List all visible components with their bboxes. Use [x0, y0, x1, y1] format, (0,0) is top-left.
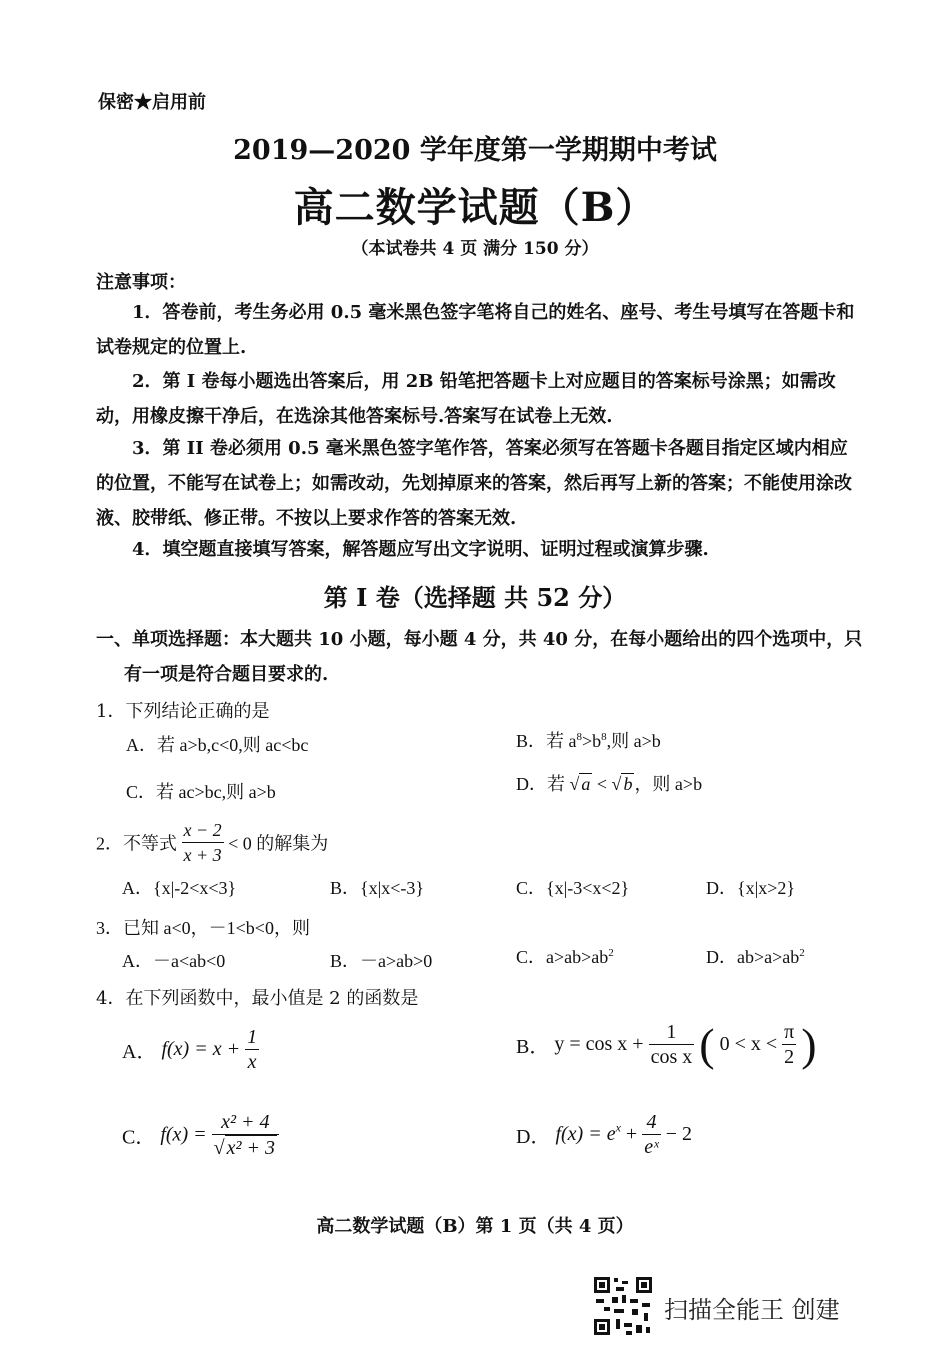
question-1-option-c: C．若 ac>bc,则 a>b [126, 782, 276, 802]
q3d-sup: 2 [799, 947, 805, 959]
page-footer: 高二数学试题（B）第 1 页（共 4 页） [316, 1216, 634, 1237]
q4c-radicand: x² + 3 [226, 1137, 275, 1159]
notice-item-4: 4．填空题直接填写答案，解答题应写出文字说明、证明过程或演算步骤. [132, 539, 709, 560]
qr-code-icon [592, 1275, 654, 1337]
question-1-option-b [516, 727, 661, 753]
q4d-fraction [642, 1110, 661, 1159]
q4d-denominator: eˣ [644, 1136, 659, 1158]
q4b-pi: π [784, 1021, 795, 1043]
question-4-option-c [122, 1110, 279, 1160]
section-title: 第 I 卷（选择题 共 52 分） [323, 583, 627, 612]
question-4-option-a [122, 1025, 259, 1074]
q4b-expression: y = cos x + [554, 1033, 644, 1055]
exam-year-title: 2019—2020 学年度第一学期期中考试 [233, 135, 717, 166]
question-3-option-d [706, 943, 805, 969]
q4b-condition-fraction [782, 1020, 796, 1069]
q2-fraction [182, 818, 224, 867]
q4d-post: − 2 [665, 1123, 693, 1145]
q4d-numerator: 4 [642, 1110, 661, 1135]
q2-numerator: x − 2 [182, 818, 224, 843]
q4a-fraction [245, 1025, 259, 1074]
q4d-plus: + [620, 1123, 638, 1145]
q2-denominator: x + 3 [183, 845, 222, 865]
sqrt-icon: √ [213, 1137, 225, 1159]
q1b-mid: >b [582, 731, 602, 751]
question-1-option-a: A．若 a>b,c<0,则 ac<bc [126, 735, 309, 755]
question-3-option-b: B．－a>ab>0 [330, 951, 433, 971]
scanner-watermark: 扫描全能王 创建 [664, 1296, 840, 1324]
question-2-option-c: C．{x|-3<x<2} [516, 878, 630, 898]
q2-stem-pre: 2．不等式 [96, 833, 177, 854]
instructions-line-1: 一、单项选择题：本大题共 10 小题，每小题 4 分，共 40 分，在每小题给出的四个选项中，只 [96, 629, 863, 650]
q4b-condition: 0 < x < [719, 1033, 778, 1055]
q1d-lt: < [596, 774, 608, 794]
q4a-denominator: x [247, 1051, 257, 1073]
question-1-stem: 1．下列结论正确的是 [96, 701, 270, 722]
q4a-expression: f(x) = x + [161, 1038, 241, 1060]
q1d-radicand-b: b [623, 774, 633, 794]
q1b-sup2: 8 [601, 731, 607, 743]
q1b-sup1: 8 [576, 731, 582, 743]
page-title: 高二数学试题（B） [293, 184, 657, 231]
question-2-option-a: A．{x|-2<x<3} [122, 878, 237, 898]
q4b-two: 2 [784, 1046, 795, 1068]
q4c-expression: f(x) = [160, 1123, 207, 1146]
q1b-post: ,则 a>b [606, 731, 661, 751]
question-4-option-d [516, 1110, 692, 1159]
q4c-label: C． [122, 1126, 156, 1149]
q4b-fraction [649, 1020, 695, 1069]
page-subtitle: （本试卷共 4 页 满分 150 分） [351, 239, 599, 259]
q4d-expression: f(x) = e [555, 1123, 616, 1145]
notice-item-1: 1．答卷前，考生务必用 0.5 毫米黑色签字笔将自己的姓名、座号、考生号填写在答题卡和试卷规定的位置上. [96, 302, 855, 358]
question-2-option-d: D．{x|x>2} [706, 878, 796, 898]
confidential-label: 保密★启用前 [98, 92, 206, 113]
q4b-label: B． [516, 1036, 550, 1058]
q1d-post: ，则 a>b [634, 774, 703, 794]
q4c-numerator: x² + 4 [212, 1110, 279, 1135]
q1b-text: B．若 a [516, 731, 577, 751]
notice-item-3: 3．第 II 卷必须用 0.5 毫米黑色签字笔作答，答案必须写在答题卡各题目指定区域内相应的位置，不能写在试卷上；如需改动，先划掉原来的答案，然后再写上新的答案；不能使用涂改液、胶带纸、修正带。不按以上要求作答的答案无效. [96, 438, 852, 529]
question-3-stem: 3．已知 a<0，－1<b<0，则 [96, 918, 310, 938]
left-paren-icon: ( [699, 1019, 715, 1070]
section-instructions [96, 622, 866, 692]
sqrt-icon: √ [611, 774, 622, 794]
question-4-stem: 4．在下列函数中，最小值是 2 的函数是 [96, 988, 419, 1009]
q4d-label: D． [516, 1126, 551, 1148]
q3d-text: D．ab>a>ab [706, 947, 800, 967]
question-2-option-b: B．{x|x<-3} [330, 878, 425, 898]
question-2-stem [96, 818, 328, 867]
question-4-option-b [516, 1018, 817, 1071]
q4c-denominator [212, 1135, 279, 1160]
q3c-sup: 2 [608, 947, 614, 959]
question-1-option-d [516, 770, 702, 796]
q4c-fraction [212, 1110, 279, 1160]
q3c-text: C．a>ab>ab [516, 947, 609, 967]
question-3-option-c [516, 943, 614, 969]
sqrt-icon: √ [569, 774, 580, 794]
q4b-numerator: 1 [649, 1020, 695, 1045]
q4b-denominator: cos x [650, 1046, 693, 1068]
q1d-radicand-a: a [581, 774, 591, 794]
notice-item-2: 2．第 I 卷每小题选出答案后，用 2B 铅笔把答题卡上对应题目的答案标号涂黑；如需改动，用橡皮擦干净后，在选涂其他答案标号.答案写在试卷上无效. [96, 371, 836, 427]
notice-title: 注意事项： [96, 272, 186, 293]
instructions-line-2: 有一项是符合题目要求的. [124, 664, 329, 685]
q4d-sup: x [615, 1120, 621, 1135]
question-3-option-a: A．－a<ab<0 [122, 951, 226, 971]
q4a-label: A． [122, 1041, 157, 1063]
q4a-numerator: 1 [247, 1026, 258, 1048]
right-paren-icon: ) [801, 1019, 817, 1070]
q1d-text: D．若 [516, 774, 565, 794]
q2-stem-post: < 0 的解集为 [228, 833, 329, 854]
